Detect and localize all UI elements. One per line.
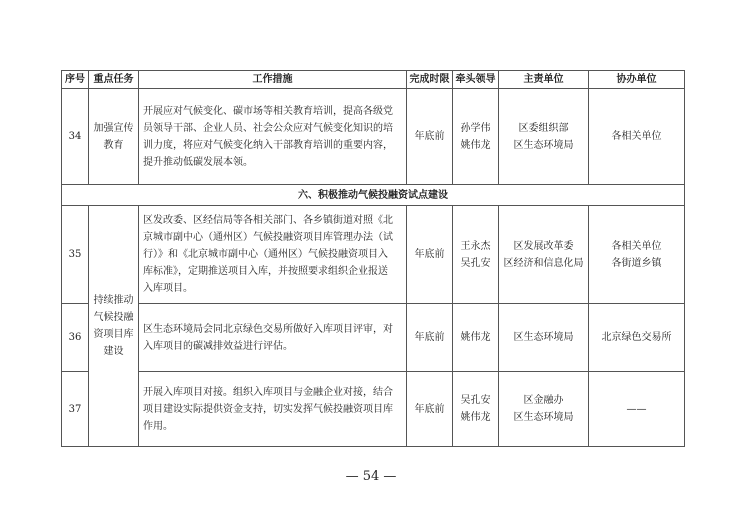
row-deadline: 年底前	[407, 89, 453, 185]
table-row	[62, 206, 685, 304]
row-measure	[139, 372, 407, 447]
row-leaders	[453, 372, 499, 447]
leader: 吴孔安	[460, 257, 491, 269]
row-leaders	[453, 206, 499, 304]
measure-line: 京城市副中心（通州区）气候投融资项目库管理办法（试	[143, 232, 393, 243]
main-unit: 区金融办	[523, 395, 564, 406]
header-task: 重点任务	[89, 71, 139, 89]
assist-unit: ——	[626, 403, 647, 415]
table-row	[62, 304, 685, 372]
measure-line: 区发改委、区经信局等各相关部门、各乡镇街道对照《北	[143, 215, 393, 226]
row-leaders	[453, 89, 499, 185]
assist-unit: 北京绿色交易所	[601, 332, 672, 343]
row-main-unit	[499, 206, 589, 304]
measure-line: 开展应对气候变化、碳市场等相关教育培训，提高各级党	[143, 105, 393, 117]
header-deadline: 完成时限	[407, 71, 453, 89]
task-line: 加强宣传	[93, 122, 134, 134]
leader: 孙学伟	[460, 122, 491, 134]
header-no: 序号	[62, 71, 89, 89]
section-title: 六、积极推动气候投融资试点建设	[62, 185, 685, 206]
assist-unit: 各相关单位	[611, 240, 662, 252]
measure-line: 区生态环境局会同北京绿色交易所做好入库项目评审，对	[143, 323, 393, 335]
page-number: — 54 —	[345, 469, 397, 484]
task-line: 建设	[103, 346, 124, 357]
row-task	[89, 89, 139, 185]
main-unit: 区经济和信息化局	[503, 257, 584, 269]
row-no: 34	[62, 89, 89, 185]
row-main-unit	[499, 89, 589, 185]
row-assist-unit	[589, 89, 685, 185]
row-measure	[139, 89, 407, 185]
row-no: 35	[62, 206, 89, 304]
leader: 吴孔安	[460, 395, 491, 406]
row-main-unit	[499, 304, 589, 372]
assist-unit: 各相关单位	[611, 131, 662, 142]
measure-line: 入库项目的碳减排效益进行评估。	[143, 340, 293, 352]
main-unit: 区生态环境局	[513, 332, 574, 343]
main-unit: 区生态环境局	[513, 139, 574, 151]
assist-unit: 各街道乡镇	[611, 257, 662, 269]
table-row	[62, 89, 685, 185]
row-assist-unit	[589, 372, 685, 447]
row-deadline: 年底前	[407, 206, 453, 304]
measure-line: 入库项目。	[143, 283, 193, 294]
measure-line: 提升推动低碳发展本领。	[143, 156, 253, 168]
main-unit: 区发展改革委	[513, 240, 574, 252]
measure-line: 训力度，将应对气候变化纳入干部教育培训的重要内容，	[143, 139, 393, 151]
table-row	[62, 372, 685, 447]
measure-line: 员领导干部、企业人员、社会公众应对气候变化知识的培	[143, 122, 393, 134]
header-assist-unit: 协办单位	[589, 71, 685, 89]
measure-line: 行）》和《北京城市副中心（通州区）气候投融资项目入	[143, 249, 388, 260]
leader: 姚伟龙	[460, 412, 491, 423]
row-measure	[139, 304, 407, 372]
row-no: 36	[62, 304, 89, 372]
task-line: 持续推动	[93, 295, 134, 306]
main-unit: 区生态环境局	[513, 412, 574, 423]
row-leaders	[453, 304, 499, 372]
row-deadline: 年底前	[407, 372, 453, 447]
measure-line: 开展入库项目对接。组织入库项目与金融企业对接，结合	[143, 386, 393, 398]
header-leader: 牵头领导	[453, 71, 499, 89]
row-no: 37	[62, 372, 89, 447]
row-task-merged	[89, 206, 139, 447]
leader: 姚伟龙	[460, 332, 491, 343]
row-measure	[139, 206, 407, 304]
measure-line: 作用。	[143, 420, 173, 432]
section-row	[62, 185, 685, 206]
task-line: 气候投融	[93, 312, 134, 323]
measure-line: 项目建设实际提供资金支持，切实发挥气候投融资项目库	[143, 403, 393, 415]
task-line: 教育	[103, 139, 124, 151]
leader: 王永杰	[460, 240, 491, 252]
row-assist-unit	[589, 304, 685, 372]
row-main-unit	[499, 372, 589, 447]
header-main-unit: 主责单位	[499, 71, 589, 89]
row-deadline: 年底前	[407, 304, 453, 372]
main-unit: 区委组织部	[518, 122, 569, 134]
task-line: 资项目库	[93, 329, 134, 340]
measure-line: 库标准》，定期推送项目入库，并按照要求组织企业报送	[143, 266, 388, 277]
header-measure: 工作措施	[139, 71, 407, 89]
row-assist-unit	[589, 206, 685, 304]
task-table	[61, 70, 685, 447]
leader: 姚伟龙	[460, 139, 491, 151]
table-header	[62, 71, 685, 89]
